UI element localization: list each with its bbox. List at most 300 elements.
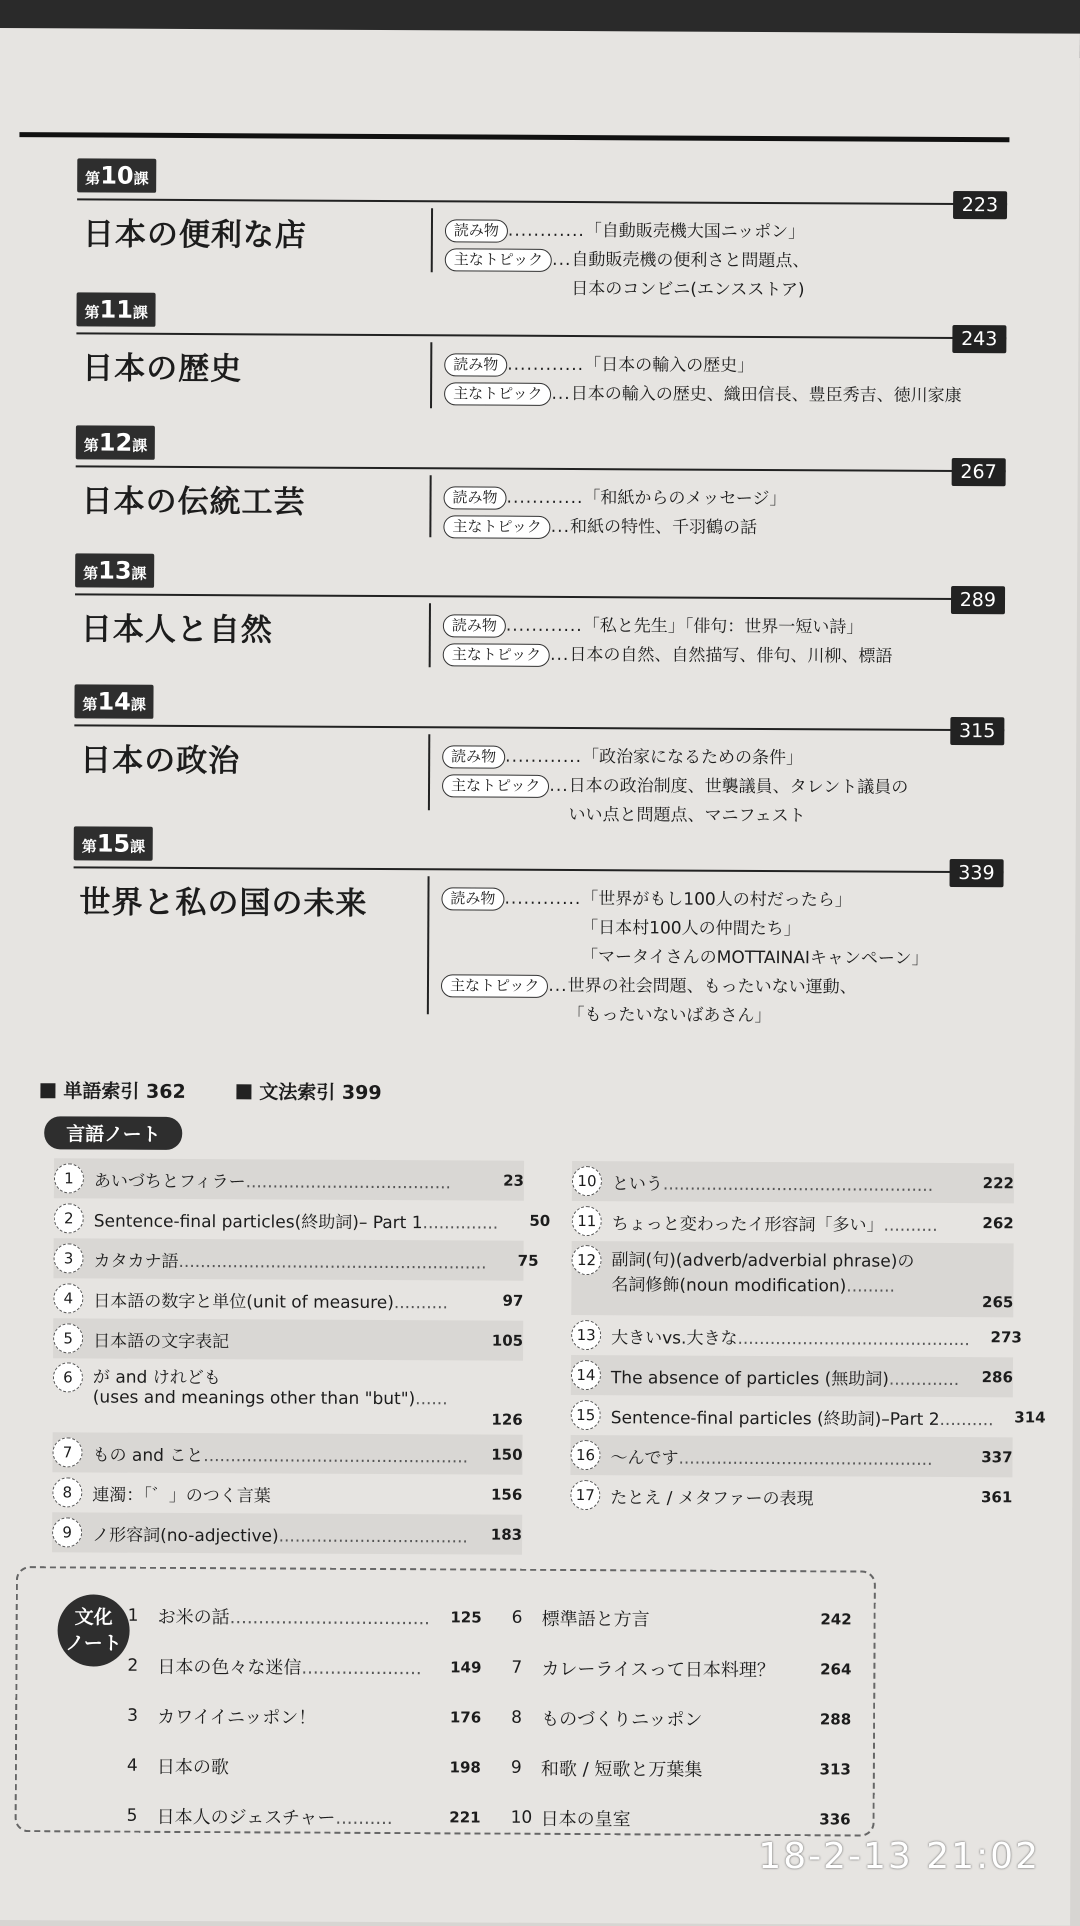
vertical-divider (428, 734, 430, 810)
reading-tag: 読み物 (443, 614, 506, 637)
leader-dots: ... (549, 772, 568, 801)
topic-row (443, 640, 893, 671)
item-number-circle: 13 (571, 1320, 601, 1350)
reading-tag: 読み物 (443, 486, 506, 509)
gengo-note-line (92, 1440, 470, 1467)
bunka-note-title: 日本の歌 (157, 1757, 229, 1778)
gengo-note-text (94, 1206, 499, 1233)
lesson-topics (445, 216, 810, 305)
page-number: 150 (470, 1445, 522, 1463)
leader-dots: ......... (846, 1276, 895, 1296)
lesson-prefix: 第 (82, 837, 97, 855)
item-number-circle: 15 (571, 1400, 601, 1430)
bunka-note-title-line1: 文化 (58, 1604, 130, 1630)
gengo-note-line (93, 1326, 471, 1353)
leader-dots: ...... (415, 1389, 448, 1409)
reading-lines (582, 743, 803, 773)
page-number: 97 (471, 1291, 523, 1309)
leader-dots: ........................................... (737, 1328, 969, 1349)
gengo-note-text (92, 1440, 470, 1467)
reading-tag: 読み物 (441, 887, 504, 910)
lesson-suffix: 課 (131, 696, 146, 714)
topic-tag: 主なトピック (443, 515, 551, 539)
page-number-badge: 243 (952, 325, 1006, 353)
reading-row (441, 884, 929, 974)
gengo-note-line (92, 1520, 470, 1547)
page-number: 361 (960, 1488, 1012, 1506)
reading-title: 「日本の輸入の歴史」 (584, 351, 754, 381)
page-number-badge: 267 (951, 458, 1005, 486)
gengo-note-text (611, 1245, 961, 1297)
gengo-note-item[interactable] (572, 1161, 1014, 1203)
page-number: 265 (961, 1293, 1013, 1317)
lesson-number: 11 (99, 296, 133, 324)
lesson-rule (74, 866, 1004, 873)
gengo-note-item[interactable] (53, 1318, 523, 1360)
bunka-note-right-column (511, 1593, 852, 1845)
lesson-10[interactable] (0, 158, 1079, 280)
gengo-note-title: という (612, 1174, 663, 1194)
lesson-14[interactable] (0, 684, 1077, 818)
item-number-circle: 9 (52, 1517, 82, 1547)
item-number-circle: 5 (53, 1323, 83, 1353)
page-number-badge: 289 (951, 586, 1005, 614)
topic-lines (568, 772, 908, 832)
gengo-note-line (93, 1246, 486, 1273)
bunka-note-text (541, 1705, 807, 1732)
page-number: 242 (808, 1610, 852, 1628)
gengo-note-line (611, 1363, 961, 1390)
lesson-rule (74, 724, 1004, 731)
item-number-circle: 2 (54, 1203, 84, 1233)
topic-text: 自動販売機の便利さと問題点、 (571, 246, 809, 276)
gengo-note-item[interactable] (52, 1512, 522, 1554)
bunka-note-title: 和歌 / 短歌と万葉集 (541, 1759, 703, 1781)
bunka-note-item[interactable] (512, 1593, 852, 1645)
bunka-note-text (541, 1805, 807, 1832)
gengo-note-line (612, 1209, 962, 1236)
gengo-note-line (93, 1286, 471, 1313)
vocab-index[interactable]: 単語索引 362 (40, 1080, 185, 1103)
gengo-note-title: 副詞(句)(adverb/adverbial phrase)の (612, 1250, 915, 1272)
vertical-divider (430, 342, 432, 408)
reading-row (444, 350, 962, 382)
gengo-note-subtitle: 名詞修飾(noun modification) (611, 1275, 846, 1296)
gengo-note-line (93, 1388, 471, 1410)
bunka-note-text (157, 1703, 437, 1730)
gengo-note-title: 日本語の数字と単位(unit of measure) (93, 1291, 394, 1313)
item-number-circle: 11 (572, 1206, 602, 1236)
reading-title: 「和紙からのメッセージ」 (583, 484, 786, 514)
topic-lines (571, 380, 962, 411)
gengo-note-item[interactable] (52, 1472, 522, 1514)
page-number: 105 (471, 1331, 523, 1349)
bunka-note-text (158, 1603, 438, 1630)
page-number-badge: 223 (953, 191, 1007, 219)
gengo-note-item[interactable] (52, 1432, 522, 1474)
gengo-note-text (610, 1443, 960, 1470)
topic-text: 日本の輸入の歴史、織田信長、豊臣秀吉、徳川家康 (571, 380, 962, 411)
gengo-note-title: 日本語の文字表記 (93, 1331, 229, 1352)
bunka-note-text (541, 1655, 807, 1682)
reading-row (443, 483, 786, 514)
bunka-note-item[interactable] (511, 1643, 851, 1695)
lesson-title: 世界と私の国の未来 (79, 876, 367, 923)
item-number-circle: 16 (570, 1440, 600, 1470)
bunka-note-title: 日本人のジェスチャー (157, 1807, 336, 1829)
reading-row (442, 742, 908, 773)
leader-dots: ............ (504, 885, 581, 914)
reading-tag: 読み物 (444, 353, 507, 376)
gengo-note-title: Sentence-final particles(終助詞)– Part 1 (94, 1211, 423, 1233)
gengo-note-line (92, 1480, 470, 1507)
lesson-12[interactable] (0, 425, 1078, 545)
photo-timestamp: 18-2-13 21:02 (758, 1836, 1040, 1877)
page-number: 313 (807, 1760, 851, 1778)
lesson-number: 12 (99, 429, 133, 457)
page-number: 183 (470, 1525, 522, 1543)
lesson-13[interactable] (0, 553, 1077, 675)
reading-title: 「政治家になるための条件」 (582, 743, 803, 773)
leader-dots: ... (551, 380, 570, 409)
topic-lines (569, 641, 892, 672)
page-number-badge: 315 (950, 717, 1004, 745)
lesson-11[interactable] (0, 292, 1079, 416)
lesson-rule (76, 332, 1006, 339)
gengo-note-title: Sentence-final particles (終助詞)–Part 2 (611, 1408, 940, 1430)
leader-dots: ............................................... (678, 1448, 932, 1469)
bunka-note-item[interactable] (128, 1591, 482, 1643)
gengo-note-title: The absence of particles (無助詞) (611, 1368, 889, 1389)
topic-tag: 主なトピック (441, 974, 549, 998)
bunka-note-left-column (127, 1591, 482, 1843)
topic-lines (567, 972, 856, 1032)
bunka-note-title: ものづくりニッポン (541, 1709, 702, 1731)
topic-tag: 主なトピック (445, 248, 553, 272)
topic-text: 日本の政治制度、世襲議員、タレント議員の (569, 772, 909, 803)
gengo-note-text (92, 1520, 470, 1547)
item-number: 5 (127, 1806, 157, 1826)
bunka-note-text (541, 1755, 807, 1782)
lesson-number-badge (76, 425, 156, 459)
leader-dots: ... (550, 641, 569, 670)
topic-text: いい点と問題点、マニフェスト (568, 801, 908, 832)
gengo-note-item[interactable] (571, 1395, 1013, 1437)
gengo-note-line (610, 1443, 960, 1470)
gengo-note-line (611, 1323, 970, 1350)
gengo-note-subtitle: (uses and meanings other than "but") (93, 1388, 415, 1410)
lesson-topics (442, 742, 909, 831)
reading-lines (584, 351, 754, 381)
gengo-note-line (94, 1166, 472, 1193)
gengo-note-item[interactable] (54, 1158, 524, 1200)
leader-dots: ......................................................... (178, 1251, 486, 1273)
bunka-note-text (542, 1605, 808, 1632)
item-number: 4 (127, 1756, 157, 1776)
reading-title: 「世界がもし100人の村だったら」 (581, 885, 929, 916)
gengo-note-title: 連濁：「゛」のつく言葉 (92, 1485, 271, 1506)
page-number: 286 (961, 1368, 1013, 1386)
gengo-note-item[interactable] (570, 1435, 1012, 1477)
item-number: 8 (511, 1708, 541, 1728)
lesson-15[interactable] (0, 826, 1076, 1022)
lesson-suffix: 課 (133, 304, 148, 322)
leader-dots: .................................................. (663, 1174, 933, 1195)
leader-dots: .............. (423, 1213, 499, 1233)
gengo-note-title: ちょっと変わったイ形容詞「多い」 (612, 1214, 884, 1235)
vertical-divider (431, 208, 433, 272)
leader-dots: ............ (506, 612, 583, 641)
lesson-title: 日本の伝統工芸 (81, 475, 305, 521)
index-references (40, 1076, 425, 1105)
page-number: 337 (960, 1448, 1012, 1466)
gengo-note-line (610, 1483, 960, 1510)
gengo-note-line (93, 1363, 471, 1390)
item-number-circle: 12 (571, 1245, 601, 1275)
bunka-note-item[interactable] (127, 1791, 481, 1843)
page-number: 198 (437, 1758, 481, 1776)
gengo-note-title: 大きいvs.大きな (611, 1328, 737, 1349)
page-number: 336 (807, 1810, 851, 1828)
reading-title: 「マータイさんのMOTTAINAIキャンペーン」 (581, 943, 929, 974)
reading-lines (583, 612, 864, 642)
lesson-number-badge (77, 158, 157, 192)
gengo-note-item[interactable] (572, 1201, 1014, 1243)
reading-row (443, 611, 893, 642)
bunka-note-item[interactable] (127, 1691, 481, 1743)
lesson-suffix: 課 (134, 170, 149, 188)
item-number: 7 (511, 1658, 541, 1678)
bunka-note-item[interactable] (127, 1741, 481, 1793)
lesson-suffix: 課 (132, 437, 147, 455)
topic-row (443, 512, 786, 543)
lesson-number: 13 (98, 557, 132, 585)
gengo-note-item[interactable] (571, 1355, 1013, 1397)
lesson-number: 10 (100, 162, 134, 190)
reading-title: 「私と先生」「俳句：世界一短い詩」 (583, 612, 864, 642)
leader-dots: .......... (939, 1409, 993, 1429)
page-number: 264 (807, 1660, 851, 1678)
top-rule (19, 132, 1009, 142)
lesson-prefix: 第 (85, 169, 100, 187)
leader-dots: ..................... (301, 1658, 421, 1680)
gengo-note-line (94, 1206, 499, 1233)
leader-dots: ............ (508, 217, 585, 246)
reading-title: 「日本村100人の仲間たち」 (581, 914, 929, 945)
lesson-prefix: 第 (83, 564, 98, 582)
item-number-circle: 8 (52, 1477, 82, 1507)
lesson-number-badge (76, 292, 156, 326)
reading-lines (585, 217, 805, 247)
lesson-topics (443, 483, 786, 543)
leader-dots: ............. (889, 1369, 959, 1389)
lesson-topics (441, 884, 929, 1032)
leader-dots: ... (551, 513, 570, 542)
lesson-prefix: 第 (84, 303, 99, 321)
gengo-note-text (610, 1483, 960, 1510)
gengo-note-text (93, 1286, 471, 1313)
gengo-note-text (92, 1480, 470, 1507)
lesson-rule (75, 593, 1005, 600)
bunka-note-title: カワイイニッポン！ (157, 1707, 316, 1729)
leader-dots: ............ (506, 484, 583, 513)
item-number-circle: 6 (53, 1362, 83, 1392)
lesson-number-badge (75, 553, 155, 587)
gengo-note-text (612, 1169, 962, 1196)
lesson-prefix: 第 (84, 436, 99, 454)
topic-row (441, 971, 929, 1032)
square-bullet-icon (236, 1084, 251, 1099)
item-number-circle: 1 (54, 1163, 84, 1193)
document-page (0, 28, 1080, 1926)
reading-tag: 読み物 (445, 219, 508, 242)
gengo-note-title: ～んです (610, 1448, 678, 1468)
grammar-index[interactable]: 文法索引 399 (236, 1081, 381, 1104)
lesson-number: 14 (97, 688, 131, 716)
gengo-note-line (612, 1245, 962, 1272)
page-number: 262 (962, 1214, 1014, 1232)
gengo-note-title: あいづちとフィラー (94, 1171, 246, 1192)
gengo-note-item[interactable] (53, 1358, 523, 1434)
reading-tag: 読み物 (442, 745, 505, 768)
lesson-topics (444, 350, 962, 411)
gengo-note-text (611, 1403, 994, 1430)
gengo-note-header: 言語ノート (44, 1116, 183, 1150)
page-number: 314 (994, 1408, 1046, 1426)
topic-text: 世界の社会問題、もったいない運動、 (568, 972, 857, 1003)
gengo-note-title: たとえ / メタファーの表現 (610, 1488, 813, 1509)
page-number: 221 (437, 1808, 481, 1826)
lesson-number-badge (74, 684, 154, 718)
page-number: 125 (438, 1608, 482, 1626)
gengo-note-item[interactable] (53, 1278, 523, 1320)
item-number: 2 (127, 1656, 157, 1676)
page-number: 149 (437, 1658, 481, 1676)
lesson-title: 日本の便利な店 (83, 208, 307, 254)
page-number: 156 (470, 1485, 522, 1503)
reading-row (445, 216, 810, 247)
bunka-note-item[interactable] (511, 1743, 851, 1795)
leader-dots: ................................... (230, 1607, 430, 1629)
topic-text: 日本の自然、自然描写、俳句、川柳、標語 (569, 641, 892, 672)
leader-dots: .......... (884, 1215, 938, 1235)
page-number: 176 (437, 1708, 481, 1726)
item-number-circle: 10 (572, 1166, 602, 1196)
topic-lines (570, 513, 757, 543)
page-number: 23 (472, 1171, 524, 1189)
gengo-note-title: が and けれども (93, 1368, 221, 1389)
bunka-note-title: カレーライスって日本料理？ (541, 1659, 775, 1681)
leader-dots: ................................... (279, 1526, 468, 1547)
gengo-note-left-column (52, 1158, 524, 1554)
topic-row (442, 771, 909, 831)
reading-lines (581, 885, 929, 974)
page-number: 288 (807, 1710, 851, 1728)
vertical-divider (427, 876, 430, 1014)
gengo-note-text (93, 1326, 471, 1353)
gengo-note-item[interactable] (570, 1475, 1012, 1517)
bunka-note-item[interactable] (511, 1693, 851, 1745)
bunka-note-title: 日本の色々な迷信 (157, 1657, 301, 1679)
gengo-note-text (93, 1363, 471, 1410)
item-number-circle: 14 (571, 1360, 601, 1390)
bunka-note-title: 日本の皇室 (541, 1809, 631, 1830)
lesson-title: 日本人と自然 (81, 603, 273, 649)
gengo-note-title: もの and こと (92, 1445, 203, 1466)
reading-title: 「自動販売機大国ニッポン」 (585, 217, 805, 247)
lesson-topics (443, 611, 893, 671)
leader-dots: ................................................. (203, 1446, 468, 1467)
gengo-note-right-column (570, 1161, 1014, 1517)
reading-lines (583, 484, 786, 514)
item-number-circle: 4 (53, 1283, 83, 1313)
topic-text: 和紙の特性、千羽鶴の話 (570, 513, 757, 543)
leader-dots: ...................................... (246, 1172, 451, 1193)
leader-dots: .......... (335, 1808, 392, 1829)
gengo-note-line (612, 1169, 962, 1196)
topic-text: 日本のコンビニ(エンスストア) (571, 275, 809, 305)
square-bullet-icon (40, 1083, 55, 1098)
bunka-note-title: お米の話 (158, 1607, 230, 1628)
page-number: 50 (498, 1212, 550, 1230)
bunka-note-title-line2: ノート (57, 1630, 129, 1656)
gengo-note-text (612, 1209, 962, 1236)
lesson-title: 日本の政治 (80, 734, 240, 780)
gengo-note-item[interactable] (571, 1315, 1013, 1357)
lesson-prefix: 第 (82, 695, 97, 713)
lesson-rule (76, 465, 1006, 472)
topic-text: 「もったいないばあさん」 (567, 1001, 856, 1032)
gengo-note-title: ノ形容詞(no-adjective) (92, 1525, 279, 1546)
leader-dots: ... (552, 246, 571, 275)
bunka-note-text (157, 1803, 437, 1830)
lesson-number-badge (74, 826, 154, 860)
leader-dots: ............ (507, 351, 584, 380)
item-number: 6 (512, 1608, 542, 1628)
gengo-note-item[interactable] (54, 1198, 524, 1240)
leader-dots: .......... (394, 1293, 448, 1313)
bunka-note-text (157, 1653, 437, 1680)
gengo-note-item[interactable] (571, 1241, 1013, 1317)
gengo-note-text (611, 1363, 961, 1390)
bunka-note-item[interactable] (127, 1641, 481, 1693)
page-number: 222 (962, 1174, 1014, 1192)
page-number: 126 (471, 1410, 523, 1434)
gengo-note-text (611, 1323, 970, 1350)
item-number-circle: 3 (53, 1243, 83, 1273)
gengo-note-text (93, 1246, 486, 1273)
topic-tag: 主なトピック (443, 643, 551, 667)
bunka-note-badge (57, 1594, 129, 1666)
bunka-note-box (15, 1566, 876, 1836)
topic-tag: 主なトピック (442, 774, 550, 798)
gengo-note-text (94, 1166, 472, 1193)
item-number: 3 (127, 1706, 157, 1726)
gengo-note-line (611, 1270, 961, 1297)
page-number: 75 (487, 1252, 539, 1270)
gengo-note-item[interactable] (53, 1238, 523, 1280)
lesson-number: 15 (97, 830, 131, 858)
bunka-note-title: 標準語と方言 (542, 1609, 650, 1631)
page-number: 273 (970, 1328, 1022, 1346)
page-number-badge: 339 (949, 859, 1003, 887)
lesson-suffix: 課 (130, 838, 145, 856)
item-number-circle: 7 (52, 1437, 82, 1467)
gengo-note-line (611, 1403, 994, 1430)
leader-dots: ............ (505, 743, 582, 772)
vertical-divider (429, 603, 431, 667)
topic-row (444, 379, 962, 411)
